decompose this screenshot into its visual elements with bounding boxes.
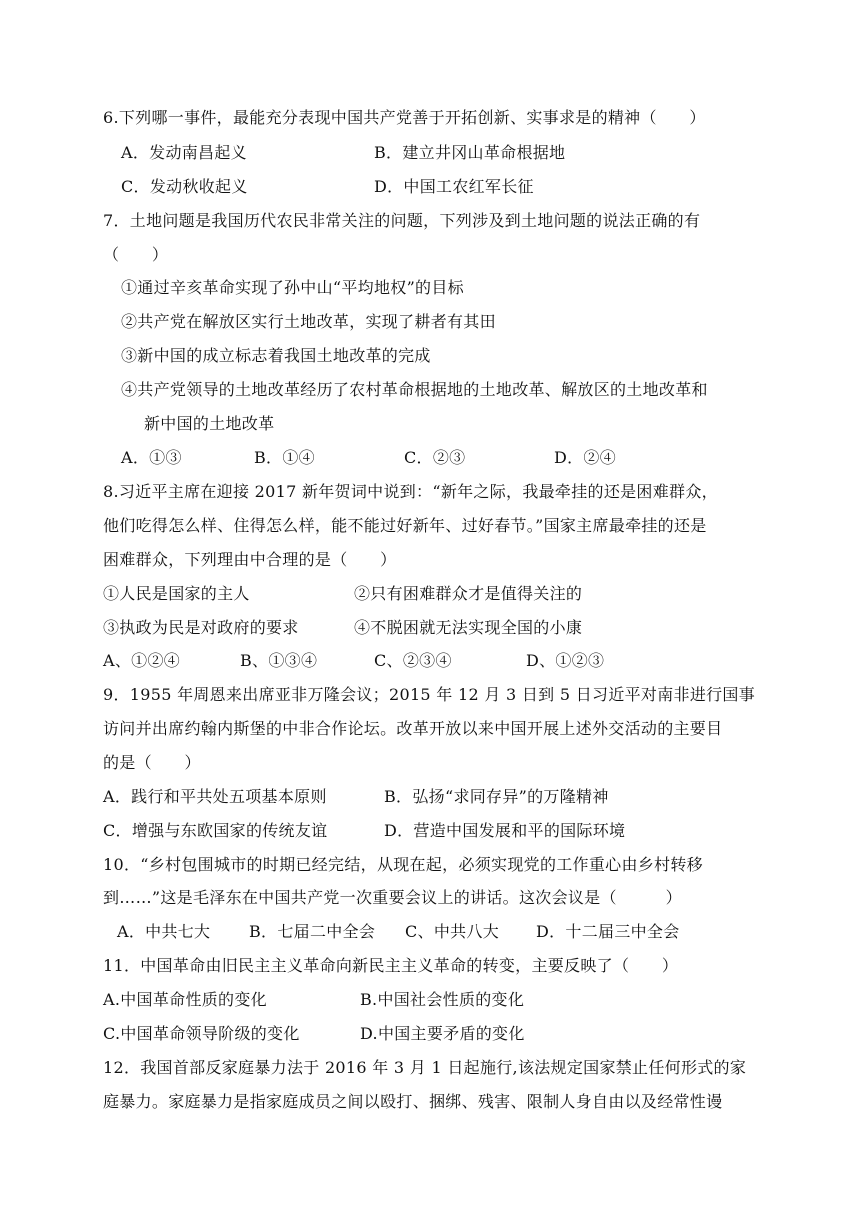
q8-stem-line3: 困难群众，下列理由中合理的是（ ） [103,550,397,569]
q8-option-d: D、①②③ [526,651,605,670]
q9-stem-line1: 9．1955 年周恩来出席亚非万隆会议；2015 年 12 月 3 日到 5 日习近平对南非进行国事 [103,685,756,704]
q9-stem-line3: 的是（ ） [103,753,201,772]
q7-option-c: C．②③ [404,448,466,467]
q9-stem-line2: 访问并出席约翰内斯堡的中非合作论坛。改革开放以来中国开展上述外交活动的主要目 [103,719,723,738]
q8-statement-3: ③执政为民是对政府的要求 [103,618,299,637]
q10-stem-line2: 到……”这是毛泽东在中国共产党一次重要会议上的讲话。这次会议是（ ） [103,888,682,907]
q6-stem: 6.下列哪一事件，最能充分表现中国共产党善于开拓创新、实事求是的精神（ ） [103,108,706,127]
q6-option-c: C．发动秋收起义 [121,177,248,196]
q6-option-d: D．中国工农红军长征 [374,177,534,196]
q9-option-b: B．弘扬“求同存异”的万隆精神 [384,787,609,806]
q8-option-a: A、①②④ [103,651,181,670]
q8-statement-2: ②只有困难群众才是值得关注的 [354,584,583,603]
q10-stem-line1: 10．“乡村包围城市的时期已经完结，从现在起，必须实现党的工作重心由乡村转移 [103,855,703,874]
q11-option-d: D.中国主要矛盾的变化 [360,1024,525,1043]
q8-option-b: B、①③④ [240,651,318,670]
q8-stem-line2: 他们吃得怎么样、住得怎么样，能不能过好新年、过好春节。”国家主席最牵挂的还是 [103,516,707,535]
q7-statement-3: ③新中国的成立标志着我国土地改革的完成 [121,346,431,365]
q11-stem: 11．中国革命由旧民主主义革命向新民主主义革命的转变，主要反映了（ ） [103,956,679,975]
q10-option-a: A．中共七大 [117,922,211,941]
q9-option-a: A．践行和平共处五项基本原则 [103,787,327,806]
q7-statement-1: ①通过辛亥革命实现了孙中山“平均地权”的目标 [121,278,464,297]
q6-option-b: B．建立井冈山革命根据地 [374,143,566,162]
q11-option-c: C.中国革命领导阶级的变化 [103,1024,300,1043]
q8-statement-4: ④不脱困就无法实现全国的小康 [354,618,583,637]
q8-option-c: C、②③④ [374,651,452,670]
q7-option-a: A．①③ [121,448,182,467]
q7-statement-4b: 新中国的土地改革 [144,414,275,433]
q8-stem-line1: 8.习近平主席在迎接 2017 新年贺词中说到：“新年之际，我最牵挂的还是困难群众， [103,482,718,501]
q9-option-c: C．增强与东欧国家的传统友谊 [103,821,328,840]
q8-statement-1: ①人民是国家的主人 [103,584,250,603]
q10-option-d: D．十二届三中全会 [536,922,680,941]
q11-option-b: B.中国社会性质的变化 [360,990,525,1009]
q7-statement-2: ②共产党在解放区实行土地改革，实现了耕者有其田 [121,312,496,331]
q10-option-c: C、中共八大 [405,922,500,941]
q7-statement-4a: ④共产党领导的土地改革经历了农村革命根据地的土地改革、解放区的土地改革和 [121,380,708,399]
q7-stem-line2: （ ） [103,245,169,264]
q7-option-d: D．②④ [554,448,617,467]
q12-stem-line1: 12．我国首部反家庭暴力法于 2016 年 3 月 1 日起施行,该法规定国家禁止任何形式的家 [103,1058,747,1077]
q9-option-d: D．营造中国发展和平的国际环境 [384,821,626,840]
q7-option-b: B．①④ [254,448,315,467]
q12-stem-line2: 庭暴力。家庭暴力是指家庭成员之间以殴打、捆绑、残害、限制人身自由以及经常性谩 [103,1092,723,1111]
q6-option-a: A．发动南昌起义 [121,143,247,162]
q7-stem-line1: 7．土地问题是我国历代农民非常关注的问题，下列涉及到土地问题的说法正确的有 [103,211,701,230]
q10-option-b: B．七届二中全会 [249,922,376,941]
q11-option-a: A.中国革命性质的变化 [103,990,267,1009]
